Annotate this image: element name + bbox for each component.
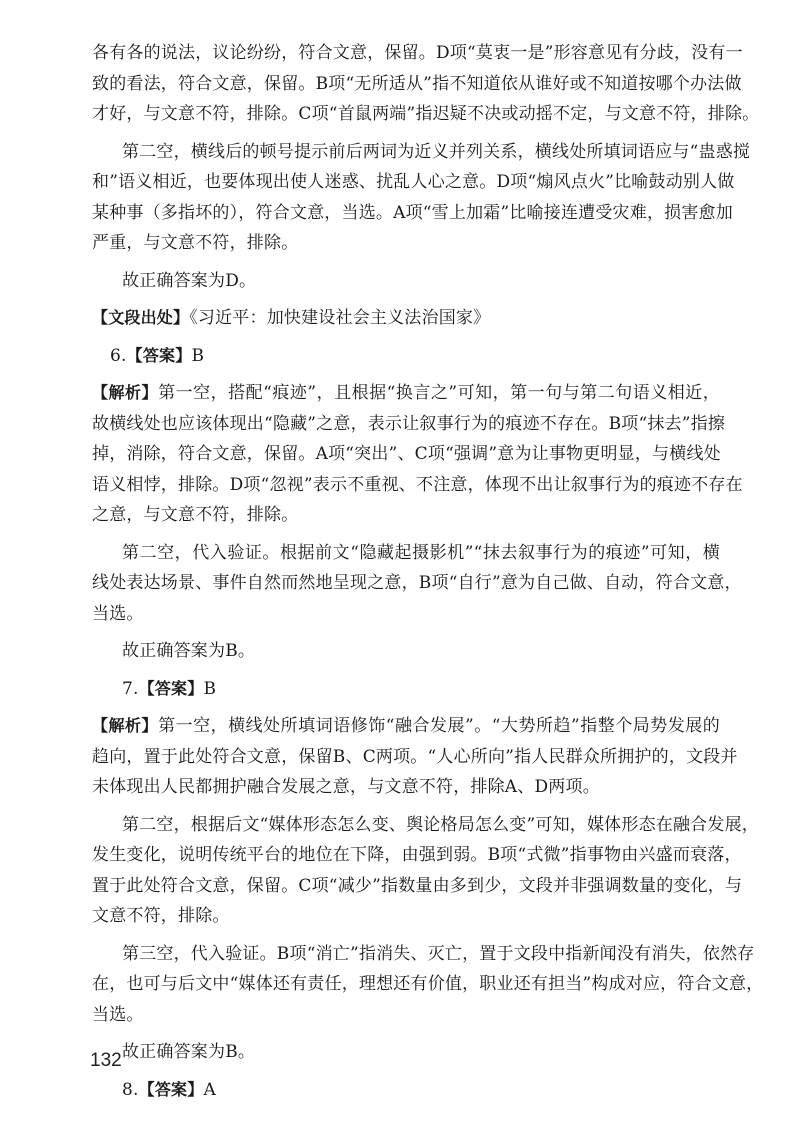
text-line: 和”语义相近，也要体现出使人迷惑、扰乱人心之意。D项“煽风点火”比喻鼓动别人做 bbox=[92, 172, 735, 192]
text-line: 线处表达场景、事件自然而然地呈现之意，B项“自行”意为自己做、自动，符合文意， bbox=[92, 573, 742, 593]
answer-value: A bbox=[203, 1079, 216, 1100]
text-line: 故正确答案为B。 bbox=[122, 641, 256, 661]
answer-line bbox=[92, 1075, 720, 1106]
answer-heading-8 bbox=[92, 1075, 720, 1106]
text-line: 才好，与文意不符，排除。C项“首鼠两端”指迟疑不决或动摇不定，与文意不符，排除。 bbox=[92, 104, 760, 124]
text-line: 语义相悖，排除。D项“忽视”表示不重视、不注意，体现不出让叙事行为的痕迹不存在 bbox=[92, 474, 743, 495]
answer-label: 【答案】 bbox=[138, 1079, 204, 1099]
source-line bbox=[92, 303, 720, 334]
text-line: 第二空，根据后文“媒体形态怎么变、舆论格局怎么变”可知，媒体形态在融合发展， bbox=[122, 814, 759, 835]
text-line: 当选。 bbox=[92, 603, 144, 624]
text-line: 当选。 bbox=[92, 1004, 144, 1025]
answer-label: 【答案】 bbox=[138, 678, 204, 698]
text-line: 掉，消除，符合文意，保留。A项“突出”、C项“强调”意为让事物更明显，与横线处 bbox=[92, 444, 721, 464]
answer-heading-6 bbox=[92, 341, 720, 372]
analysis-text: 第一空，搭配“痕迹”，且根据“换言之”可知，第一句与第二句语义相近， bbox=[158, 383, 720, 403]
text-line: 故正确答案为D。 bbox=[122, 270, 257, 291]
answer-value: B bbox=[191, 345, 205, 366]
text-line: 第二空，代入验证。根据前文“隐藏起摄影机”“抹去叙事行为的痕迹”可知，横 bbox=[122, 542, 720, 563]
text-line: 各有各的说法，议论纷纷，符合文意，保留。D项“莫衷一是”形容意见有分歧，没有一 bbox=[92, 43, 743, 63]
answer-label: 【答案】 bbox=[126, 345, 192, 365]
analysis-6 bbox=[92, 378, 743, 531]
page-number: 132 bbox=[90, 1050, 122, 1071]
text-line: 第二空，横线后的顿号提示前后两词为近义并列关系，横线处所填词语应与“蛊惑搅 bbox=[122, 141, 751, 162]
text-line: 第三空，代入验证。B项“消亡”指消失、灭亡，置于文段中指新闻没有消失，依然存 bbox=[122, 943, 755, 964]
text-line: 故横线处也应该体现出“隐藏”之意，表示让叙事行为的痕迹不存在。B项“抹去”指擦 bbox=[92, 413, 726, 434]
paragraph bbox=[92, 939, 764, 1031]
analysis-label: 【解析】 bbox=[92, 716, 159, 735]
paragraph bbox=[92, 38, 760, 130]
answer-line bbox=[92, 674, 720, 705]
analysis-7 bbox=[92, 711, 738, 803]
text-line bbox=[92, 378, 720, 409]
conclusion bbox=[92, 266, 720, 297]
text-line: 在，也可与后文中“媒体还有责任，理想还有价值，职业还有担当”构成对应，符合文意， bbox=[92, 974, 764, 994]
text-line: 趋向，置于此处符合文意，保留B、C两项。“人心所向”指人民群众所拥护的，文段并 bbox=[92, 746, 738, 767]
question-number: 8. bbox=[122, 1079, 139, 1100]
text-line: 严重，与文意不符，排除。 bbox=[92, 233, 299, 253]
source-text: 《习近平：加快建设社会主义法治国家》 bbox=[189, 308, 491, 328]
text-line bbox=[92, 711, 720, 742]
text-line: 文意不符，排除。 bbox=[92, 906, 230, 926]
text-line: 故正确答案为B。 bbox=[122, 1042, 256, 1062]
paragraph bbox=[92, 810, 759, 932]
text-line: 之意，与文意不符，排除。 bbox=[92, 505, 299, 525]
source-label: 【文段出处】 bbox=[92, 308, 190, 327]
answer-value: B bbox=[203, 678, 217, 699]
question-number: 6. bbox=[110, 345, 127, 366]
text-line: 发生变化，说明传统平台的地位在下降，由强到弱。B项“式微”指事物由兴盛而衰落， bbox=[92, 845, 742, 865]
text-line: 致的看法，符合文意，保留。B项“无所适从”指不知道依从谁好或不知道按哪个办法做 bbox=[92, 73, 742, 94]
document-page bbox=[92, 38, 764, 1112]
paragraph bbox=[92, 137, 751, 259]
conclusion bbox=[92, 636, 720, 667]
question-number: 7. bbox=[122, 678, 139, 699]
text-line: 某种事（多指坏的），符合文意，当选。A项“雪上加霜”比喻接连遭受灾难，损害愈加 bbox=[92, 202, 733, 223]
analysis-label: 【解析】 bbox=[92, 383, 159, 402]
text-line: 未体现出人民都拥护融合发展之意，与文意不符，排除A、D两项。 bbox=[92, 777, 600, 797]
answer-line bbox=[92, 341, 720, 372]
text-line: 置于此处符合文意，保留。C项“减少”指数量由多到少，文段并非强调数量的变化，与 bbox=[92, 875, 743, 896]
answer-heading-7 bbox=[92, 674, 720, 705]
analysis-text: 第一空，横线处所填词语修饰“融合发展”。“大势所趋”指整个局势发展的 bbox=[158, 716, 720, 736]
source-citation bbox=[92, 303, 720, 334]
conclusion bbox=[92, 1037, 720, 1068]
paragraph bbox=[92, 538, 742, 630]
